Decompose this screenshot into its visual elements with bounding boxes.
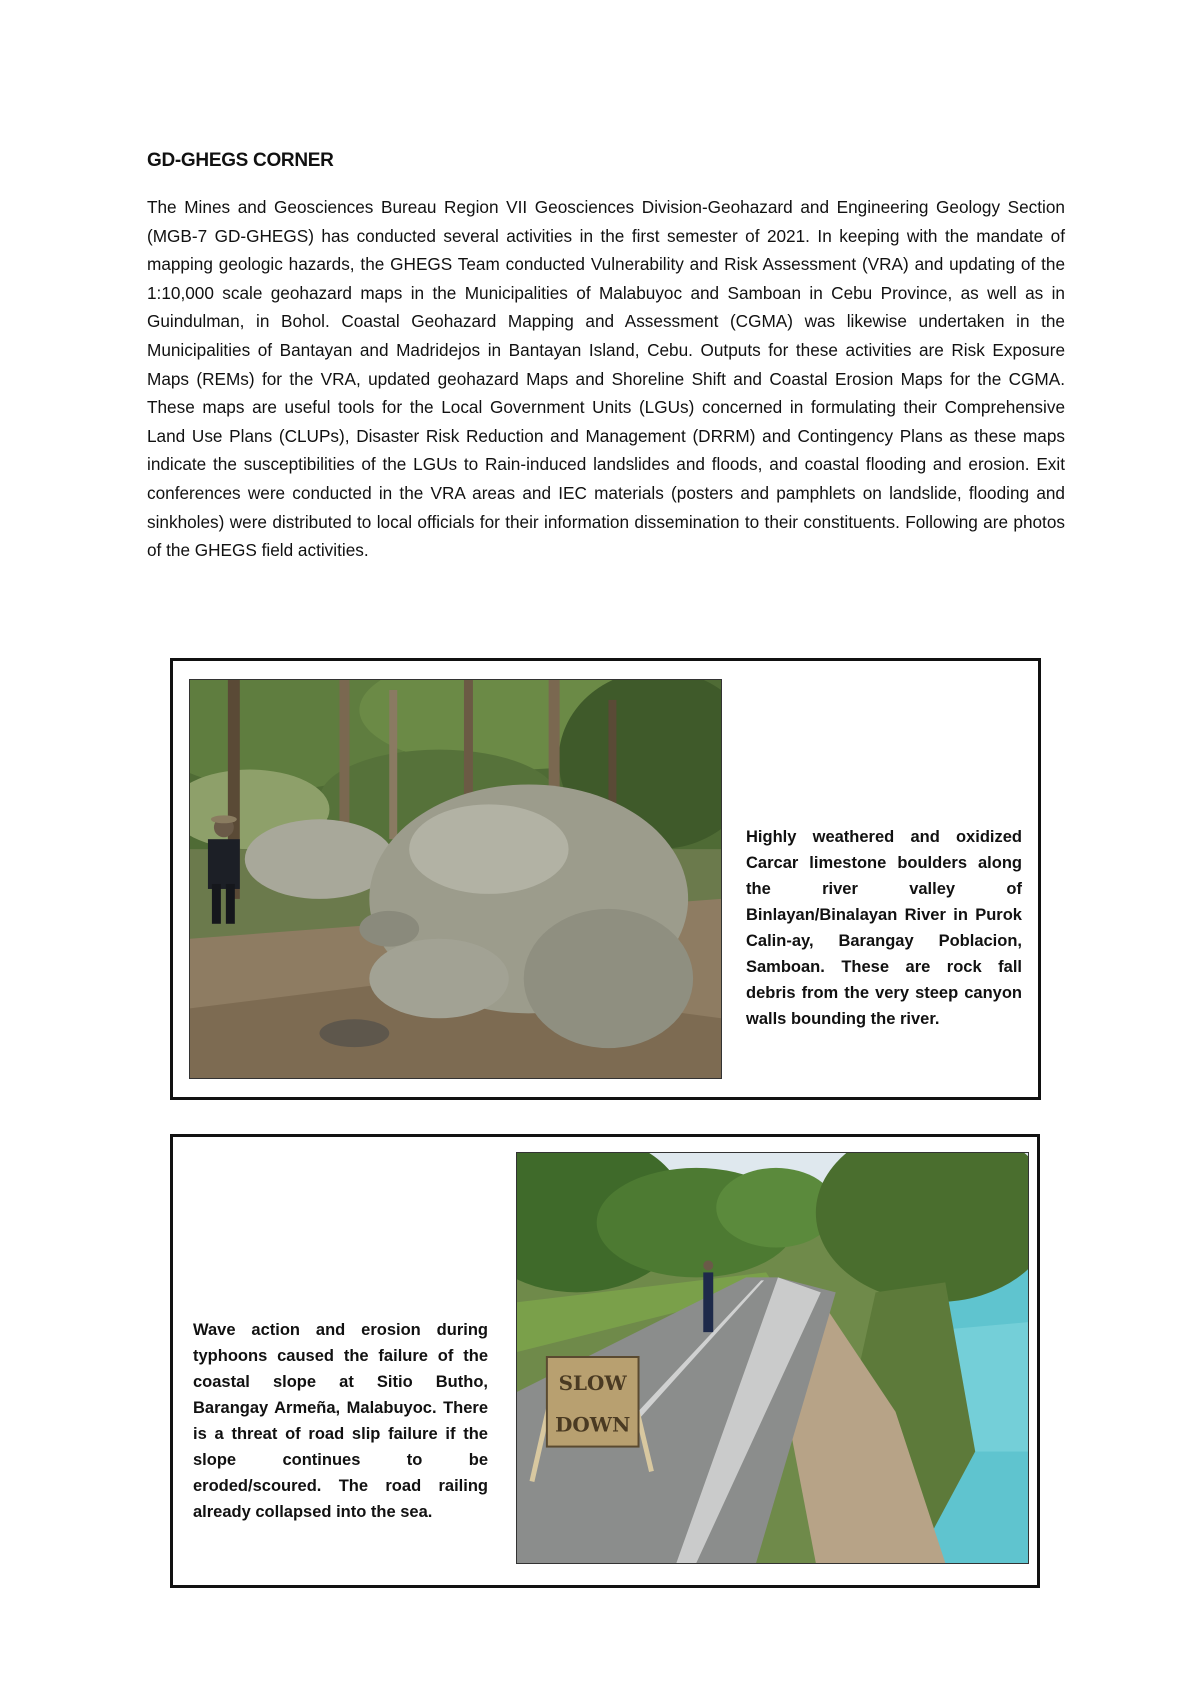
figure-box-1 bbox=[170, 658, 1041, 1100]
figure-1-caption: Highly weathered and oxidized Carcar limestone boulders along the river valley of Binlayan/Binalayan River in Purok Calin-ay, Barangay Poblacion, Samboan. These are rock fall debris from the very steep canyon walls bounding the river. bbox=[746, 828, 1022, 1028]
coastal-road-photo bbox=[516, 1152, 1029, 1564]
sign-text-slow: SLOW bbox=[558, 1370, 627, 1395]
limestone-boulders-photo bbox=[189, 679, 722, 1079]
figure-box-2 bbox=[170, 1134, 1040, 1588]
section-title: GD-GHEGS CORNER bbox=[147, 150, 334, 171]
figure-2-caption: Wave action and erosion during typhoons caused the failure of the coastal slope at Sitio Butho, Barangay Armeña, Malabuyoc. There is a threat of road slip failure if the slope continues to be eroded/scoured. The road railing already collapsed into the sea. bbox=[193, 1321, 488, 1521]
sign-text-down: DOWN bbox=[555, 1412, 631, 1437]
body-paragraph: The Mines and Geosciences Bureau Region VII Geosciences Division-Geohazard and Engineering Geology Section (MGB-7 GD-GHEGS) has conducted several activities in the first semester of 2021. In keeping with the mandate of mapping geologic hazards, the GHEGS Team conducted Vulnerability and Risk Assessment (VRA) and updating of the 1:10,000 scale geohazard maps in the Municipalities of Malabuyoc and Samboan in Cebu Province, as well as in Guindulman, in Bohol. Coastal Geohazard Mapping and Assessment (CGMA) was likewise undertaken in the Municipalities of Bantayan and Madridejos in Bantayan Island, Cebu. Outputs for these activities are Risk Exposure Maps (REMs) for the VRA, updated geohazard Maps and Shoreline Shift and Coastal Erosion Maps for the CGMA. These maps are useful tools for the Local Government Units (LGUs) concerned in formulating their Comprehensive Land Use Plans (CLUPs), Disaster Risk Reduction and Management (DRRM) and Contingency Plans as these maps indicate the susceptibilities of the LGUs to Rain-induced landslides and floods, and coastal flooding and erosion. Exit conferences were conducted in the VRA areas and IEC materials (posters and pamphlets on landslide, flooding and sinkholes) were distributed to local officials for their information dissemination to their constituents. Following are photos of the GHEGS field activities. bbox=[147, 197, 1065, 561]
